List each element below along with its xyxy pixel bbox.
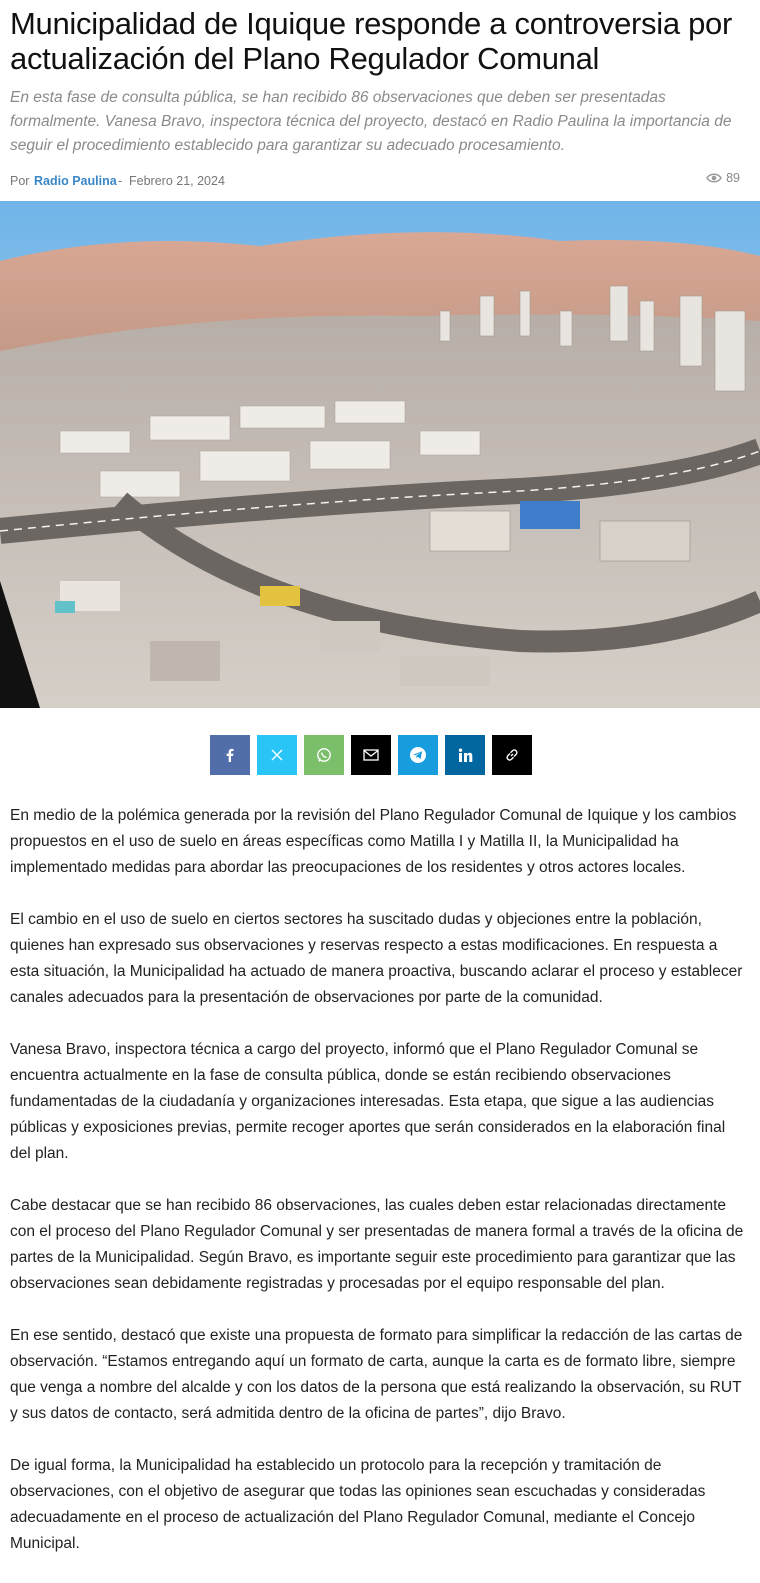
view-count: [706, 171, 740, 185]
share-telegram-button[interactable]: [398, 735, 438, 775]
whatsapp-icon: [316, 747, 332, 763]
aerial-city-photo: [0, 201, 760, 708]
facebook-icon: [223, 748, 237, 762]
meta-separator: -: [118, 174, 123, 188]
eye-icon: [706, 172, 722, 184]
linkedin-icon: [458, 748, 473, 763]
article-paragraph: En medio de la polémica generada por la revisión del Plano Regulador Comunal de Iquique y los cambios propuestos en el uso de suelo en áreas específicas como Matilla I y Matilla II, la Municipalidad ha implementado medidas para abordar las preocupaciones de los residentes y otros actores locales.: [10, 807, 737, 876]
view-count-value: 89: [726, 171, 740, 185]
article-paragraph: Vanesa Bravo, inspectora técnica a cargo del proyecto, informó que el Plano Regulador Comunal se encuentra actualmente en la fase de consulta pública, donde se están recibiendo observaciones fundamentadas de la ciudadanía y organizaciones interesadas. Esta etapa, que sigue a las audiencias públicas y exposiciones previas, permite recoger aportes que serán considerados en la elaboración final del plan.: [10, 1041, 726, 1162]
article-meta: [10, 171, 750, 198]
article-header: [0, 0, 760, 198]
article-paragraph: El cambio en el uso de suelo en ciertos sectores ha suscitado dudas y objeciones entre la población, quienes han expresado sus observaciones y reservas respecto a estas modificaciones. En respuesta a esta situación, la Municipalidad ha actuado de manera proactiva, buscando aclarar el proceso y establecer canales adecuados para la presentación de observaciones por parte de la comunidad.: [10, 911, 743, 1006]
share-whatsapp-button[interactable]: [304, 735, 344, 775]
article-paragraph: De igual forma, la Municipalidad ha establecido un protocolo para la recepción y tramitación de observaciones, con el objetivo de asegurar que todas las opiniones sean escuchadas y consideradas adecuadamente en el proceso de actualización del Plano Regulador Comunal, mediante el Concejo Municipal.: [10, 1457, 706, 1552]
email-icon: [363, 749, 379, 761]
share-bar: [210, 735, 532, 775]
x-icon: [271, 749, 283, 761]
share-email-button[interactable]: [351, 735, 391, 775]
copy-link-button[interactable]: [492, 735, 532, 775]
article-title: Municipalidad de Iquique responde a controversia por actualización del Plano Regulador Comunal: [10, 6, 732, 76]
copy-link-icon: [504, 747, 520, 763]
article-paragraph: Cabe destacar que se han recibido 86 observaciones, las cuales deben estar relacionadas directamente con el proceso del Plano Regulador Comunal y ser presentadas de manera formal a través de la oficina de partes de la Municipalidad. Según Bravo, es importante seguir este procedimiento para garantizar que las observaciones sean debidamente registradas y procesadas por el equipo responsable del plan.: [10, 1197, 744, 1292]
publish-date: Febrero 21, 2024: [129, 174, 225, 188]
article-body: [10, 803, 745, 1583]
article-paragraph: En ese sentido, destacó que existe una propuesta de formato para simplificar la redacción de las cartas de observación. “Estamos entregando aquí un formato de carta, aunque la carta es de formato libre, siempre que venga a nombre del alcalde y con los datos de la persona que está realizando la observación, su RUT y sus datos de contacto, será admitida dentro de la oficina de partes”, dijo Bravo.: [10, 1327, 743, 1422]
hero-image: [0, 201, 760, 708]
share-x-button[interactable]: [257, 735, 297, 775]
article-subtitle: En esta fase de consulta pública, se han recibido 86 observaciones que deben ser presentadas formalmente. Vanesa Bravo, inspectora técnica del proyecto, destacó en Radio Paulina la importancia de seguir el procedimiento establecido para garantizar su adecuado procesamiento.: [10, 89, 732, 154]
share-linkedin-button[interactable]: [445, 735, 485, 775]
author-link[interactable]: Radio Paulina: [34, 174, 117, 188]
share-facebook-button[interactable]: [210, 735, 250, 775]
by-label: Por: [10, 174, 30, 188]
telegram-icon: [409, 746, 427, 764]
